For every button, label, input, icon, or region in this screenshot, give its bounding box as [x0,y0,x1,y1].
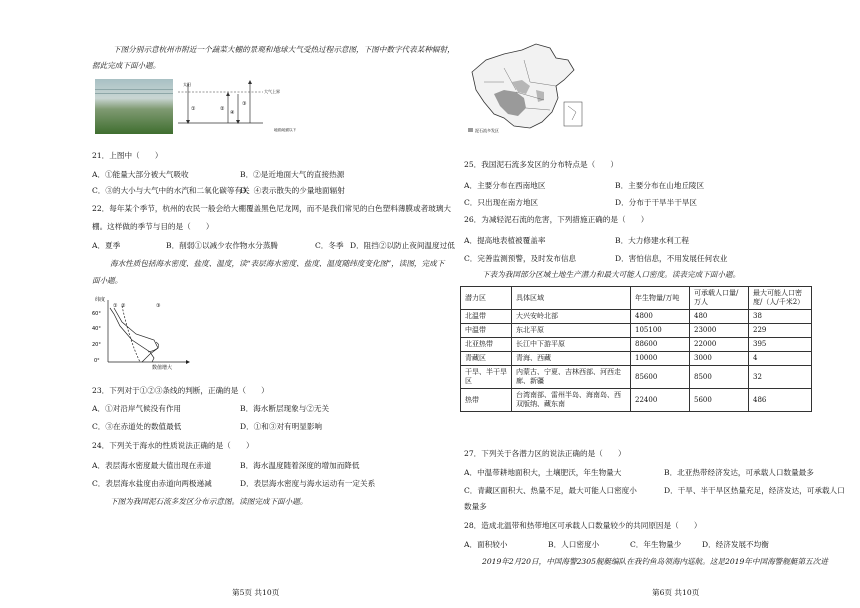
seawater-graph [92,294,202,370]
question-22-cont: 棚。这样做的季节与目的是（ ） [92,222,214,231]
curve-2-label: ② [121,303,126,309]
graph-tick-20: 20° [92,342,101,348]
q28-option-d[interactable]: D．经济发展不均衡 [702,540,769,549]
q25-option-c[interactable]: C．只出现在南方地区 [464,198,539,207]
table-cell: 青海、西藏 [512,352,631,366]
table-cell: 中温带 [461,324,512,338]
curve-3-label: ③ [156,303,161,309]
question-24: 24．下列关于海水的性质说法正确的是（ ） [92,441,254,450]
q26-option-d[interactable]: D．害怕信息，不用发展任何农业 [615,254,728,263]
table-cell: 干旱、半干旱区 [461,366,512,389]
table-cell: 5600 [690,389,749,412]
graph-tick-40: 40° [92,326,101,332]
intro-coast-guard: 2019年2月20日，中国海警2305舰艇编队在我钓鱼岛领海内巡航。这是2019年中国海警舰艇第五次进 [482,557,828,566]
q25-option-b[interactable]: B．主要分布在山地丘陵区 [615,181,705,190]
diagram-label-top: 太阳 [183,82,191,87]
table-cell: 486 [749,389,812,412]
th-biomass: 年生物量/万吨 [631,287,690,310]
intro-greenhouse-cont: 据此完成下面小题。 [92,61,161,70]
question-22: 22．每年某个季节，杭州的农民一般会给大棚覆盖黑色尼龙网，而不是我们常见的白色塑料薄膜或者玻璃大 [92,204,451,213]
table-cell: 85600 [631,366,690,389]
graph-ylabel: 纬度 [95,297,106,303]
table-cell: 23000 [690,324,749,338]
table-cell: 22400 [631,389,690,412]
table-cell: 480 [690,310,749,324]
intro-seawater-cont: 面小题。 [92,276,123,285]
q24-option-d[interactable]: D．表层海水密度与海水运动有一定关系 [240,479,376,488]
intro-greenhouse: 下图分别示意杭州市附近一个蔬菜大棚的景观和地球大气受热过程示意图，下图中数字代表某种辐射， [113,45,455,54]
greenhouse-photo [95,79,173,134]
q23-option-b[interactable]: B．海水断层现象与②无关 [240,404,330,413]
q21-option-d[interactable]: D．④表示散失的少量地面辐射 [240,186,345,195]
q22-option-d[interactable]: D．阻挡②以防止夜间温度过低 [350,241,455,250]
th-region: 具体区域 [512,287,631,310]
q24-option-a[interactable]: A．表层海水密度最大值出现在赤道 [92,461,212,470]
q22-option-b[interactable]: B．削弱①以减少农作物水分蒸腾 [166,241,278,250]
q27-option-c[interactable]: C．青藏区面积大、热量不足，最大可能人口密度小 [464,486,637,495]
intro-seawater: 海水性质包括海水密度、盐度、温度，读“表层海水密度、盐度、温度随纬度变化图”，读图，完成下 [110,259,445,268]
q27-option-d[interactable]: D．干旱、半干旱区热量充足，经济发达，可承载人口 [664,486,845,495]
q22-option-c[interactable]: C．冬季 [315,241,344,250]
graph-tick-60: 60° [92,311,101,317]
china-debris-map [464,42,594,140]
q28-option-c[interactable]: C．年生物量少 [630,540,682,549]
table-row [461,366,812,389]
question-21: 21．上图中（ ） [92,151,163,160]
table-cell: 10000 [631,352,690,366]
svg-text:①: ① [191,106,196,112]
curve-1-label: ① [113,303,118,309]
q27-option-b[interactable]: B．北亚热带经济发达，可承载人口数量最多 [664,468,814,477]
graph-tick-0: 0° [94,358,100,364]
footer-page-6: 第6页 共10页 [652,588,700,597]
q21-option-c[interactable]: C．③的大小与大气中的水汽和二氧化碳等有关 [92,186,250,195]
question-25: 25．我国泥石流多发区的分布特点是（ ） [464,160,618,169]
th-zone: 潜力区 [461,287,512,310]
table-row [461,338,812,352]
table-cell: 22000 [690,338,749,352]
table-cell: 北温带 [461,310,512,324]
table-cell: 长江中下游平原 [512,338,631,352]
table-cell: 热带 [461,389,512,412]
table-cell: 台湾南部、雷州半岛、海南岛、西双版纳、藏东南 [512,389,631,412]
svg-text:④: ④ [230,110,235,116]
table-row [461,352,812,366]
svg-text:②: ② [220,106,225,112]
table-cell: 北亚热带 [461,338,512,352]
question-28: 28．造成北温带和热带地区可承载人口数量较少的共同原因是（ ） [464,521,702,530]
table-cell: 大兴安岭北部 [512,310,631,324]
table-cell: 青藏区 [461,352,512,366]
q24-option-b[interactable]: B．海水温度随着深度的增加而降低 [240,461,360,470]
diagram-label-atmos: 大气上界 [264,89,280,94]
q23-option-d[interactable]: D．①和③对有明显影响 [240,422,323,431]
table-header-row [461,287,812,310]
table-cell: 3000 [690,352,749,366]
table-cell: 395 [749,338,812,352]
table-cell: 8500 [690,366,749,389]
q26-option-a[interactable]: A．提高地表植被覆盖率 [464,236,546,245]
q23-option-c[interactable]: C．③在赤道处的数值最低 [92,422,182,431]
table-row [461,389,812,412]
q22-option-a[interactable]: A．夏季 [92,241,121,250]
table-cell: 4800 [631,310,690,324]
intro-debris-flow: 下图为我国泥石流多发区分布示意图。读图完成下面小题。 [110,497,308,506]
question-26: 26．为减轻泥石流的危害，下列措施正确的是（ ） [464,215,649,224]
table-row [461,310,812,324]
table-row [461,324,812,338]
q23-option-a[interactable]: A．①对沿岸气候没有作用 [92,404,182,413]
q27-option-d-cont: 数量多 [464,502,487,511]
q24-option-c[interactable]: C．表层海水盐度由赤道向两极递减 [92,479,212,488]
q25-option-a[interactable]: A．主要分布在西南地区 [464,181,546,190]
table-cell: 229 [749,324,812,338]
th-capacity: 可承载人口量/万人 [690,287,749,310]
q28-option-b[interactable]: B．人口密度小 [548,540,600,549]
table-cell: 内蒙古、宁夏、吉林西部、河西走廊、新疆 [512,366,631,389]
table-cell: 4 [749,352,812,366]
question-23: 23．下列对于①②③条线的判断，正确的是（ ） [92,386,269,395]
land-potential-table [460,286,812,412]
question-27: 27．下列关于各潜力区的说法正确的是（ ） [464,449,626,458]
table-cell: 105100 [631,324,690,338]
q26-option-c[interactable]: C．完善监测预警，及时发布信息 [464,254,577,263]
q21-option-a[interactable]: A．①能量大部分被大气吸收 [92,170,189,179]
heating-diagram [178,80,318,135]
q27-option-a[interactable]: A．中温带耕地面积大，土壤肥沃，年生物量大 [464,468,622,477]
graph-xlabel: 数值增大 [152,365,173,370]
svg-text:③: ③ [242,101,247,107]
table-cell: 38 [749,310,812,324]
map-legend-label: 泥石流多发区 [475,128,499,133]
footer-page-5: 第5页 共10页 [232,588,280,597]
q26-option-b[interactable]: B．大力修建水利工程 [615,236,689,245]
diagram-label-ground: 地面/地面以下 [274,128,297,132]
th-density: 最大可能人口密度/（人/千米2） [749,287,812,310]
q21-option-b[interactable]: B．②是近地面大气的直接热源 [240,170,345,179]
table-cell: 32 [749,366,812,389]
table-cell: 东北平原 [512,324,631,338]
intro-land-table: 下表为我国部分区域土地生产潜力和最大可能人口密度。读表完成下面小题。 [482,270,741,279]
q28-option-a[interactable]: A．面积较小 [464,540,508,549]
q25-option-d[interactable]: D．分布于干旱半干旱区 [615,198,698,207]
table-cell: 88600 [631,338,690,352]
